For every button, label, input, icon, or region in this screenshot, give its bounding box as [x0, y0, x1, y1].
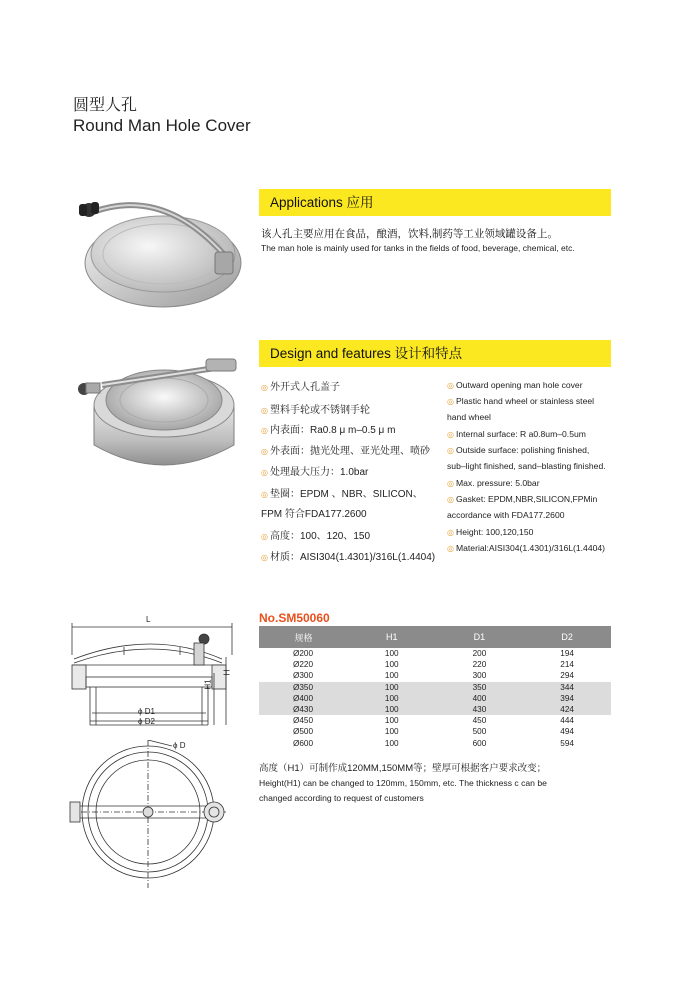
feature-cn-3: ◎ 内表面：Ra0.8 μ m–0.5 μ m [261, 425, 396, 436]
feature-cn-2: ◎ 塑料手轮或不锈钢手轮 [261, 405, 370, 416]
table-cell: 200 [472, 649, 487, 659]
bullet-icon: ◎ [261, 490, 268, 499]
table-cell: Ø350 [259, 682, 348, 693]
bullet-icon: ◎ [261, 532, 268, 541]
table-cell: 294 [560, 671, 574, 681]
feature-en-2: ◎ Plastic hand wheel or stainless steel [447, 396, 595, 406]
dimension-label-d2: ϕ D2 [138, 717, 155, 726]
table-cell: 100 [384, 649, 399, 659]
table-row [259, 648, 611, 659]
bullet-icon: ◎ [261, 426, 268, 435]
table-cell: 100 [384, 716, 399, 726]
table-header-cell: 规格 [259, 626, 348, 648]
bullet-icon: ◎ [447, 544, 454, 553]
note-en-line-1: Height(H1) can be changed to 120mm, 150mm, etc. The thickness c can be [259, 778, 547, 788]
table-cell: 600 [472, 738, 487, 748]
bullet-icon: ◎ [261, 468, 268, 477]
table-cell: 220 [472, 660, 487, 670]
table-cell: 594 [560, 738, 574, 748]
table-cell: 194 [560, 649, 574, 659]
feature-cn-7: ◎ 高度：100、120、150 [261, 531, 371, 542]
table-cell: Ø200 [293, 649, 314, 659]
feature-cn-4: ◎ 外表面：抛光处理、亚光处理、喷砂 [261, 446, 430, 457]
table-cell: 344 [523, 682, 611, 693]
table-row [259, 715, 611, 726]
technical-drawing-top [62, 740, 237, 890]
applications-heading: Applications 应用 [259, 189, 611, 216]
page-title-cn: 圆型人孔 [73, 97, 138, 114]
table-cell: 100 [348, 693, 436, 704]
table-cell: 100 [384, 738, 399, 748]
table-cell: 100 [384, 727, 399, 737]
spec-table [259, 626, 611, 749]
table-row [259, 693, 611, 704]
table-cell: 100 [348, 704, 436, 715]
feature-en-4: ◎ Outside surface: polishing finished, [447, 445, 590, 455]
table-cell: Ø300 [293, 671, 314, 681]
feature-en-5: ◎ Max. pressure: 5.0bar [447, 478, 540, 488]
bullet-icon: ◎ [447, 495, 454, 504]
dimension-label-h: H [222, 669, 232, 676]
note-cn: 高度（H1）可制作成120MM,150MM等；壁厚可根据客户要求改变； [259, 763, 547, 774]
feature-cn-1: ◎ 外开式人孔盖子 [261, 382, 340, 393]
table-cell: Ø400 [259, 693, 348, 704]
feature-en-7: ◎ Height: 100,120,150 [447, 527, 534, 537]
table-row [259, 670, 611, 681]
table-cell: 500 [472, 727, 487, 737]
table-row [259, 738, 611, 749]
feature-cn-6: ◎ 垫圈：EPDM 、NBR、SILICON、 [261, 489, 423, 500]
table-cell: 100 [384, 660, 399, 670]
applications-text-en: The man hole is mainly used for tanks in the fields of food, beverage, chemical, etc. [261, 243, 575, 253]
table-cell: 214 [560, 660, 574, 670]
feature-en-6: ◎ Gasket: EPDM,NBR,SILICON,FPMin [447, 494, 598, 504]
page-title-en: Round Man Hole Cover [73, 116, 251, 135]
table-cell: Ø430 [259, 704, 348, 715]
table-row [259, 682, 611, 693]
bullet-icon: ◎ [447, 528, 454, 537]
feature-en-1: ◎ Outward opening man hole cover [447, 380, 583, 390]
table-cell: 444 [560, 716, 574, 726]
table-cell: 100 [348, 682, 436, 693]
feature-en-3: ◎ Internal surface: R a0.8um–0.5um [447, 429, 586, 439]
feature-cn-6-cont: FPM 符合FDA177.2600 [261, 509, 367, 520]
table-cell: 430 [436, 704, 524, 715]
bullet-icon: ◎ [447, 397, 454, 406]
feature-en-6-cont: accordance with FDA177.2600 [447, 510, 565, 520]
note-en [259, 776, 619, 806]
table-cell: Ø600 [293, 738, 314, 748]
table-row [259, 704, 611, 715]
table-header-cell: H1 [348, 626, 436, 648]
feature-en-2-cont: hand wheel [447, 412, 491, 422]
table-cell: 350 [436, 682, 524, 693]
table-cell: 100 [384, 671, 399, 681]
table-cell: 494 [560, 727, 574, 737]
bullet-icon: ◎ [447, 430, 454, 439]
bullet-icon: ◎ [447, 446, 454, 455]
bullet-icon: ◎ [447, 479, 454, 488]
dimension-label-h1: H1 [203, 679, 213, 690]
dimension-label-d: ϕ D [173, 741, 186, 750]
feature-en-4-cont: sub–light finished, sand–blasting finished. [447, 461, 606, 471]
table-row [259, 726, 611, 737]
model-number: No.SM50060 [259, 611, 330, 625]
table-cell: Ø220 [293, 660, 314, 670]
dimension-label-l: L [146, 615, 151, 624]
table-cell: Ø500 [293, 727, 314, 737]
table-cell: 424 [523, 704, 611, 715]
feature-en-8: ◎ Material:AISI304(1.4301)/316L(1.4404) [447, 543, 606, 553]
feature-cn-8: ◎ 材质：AISI304(1.4301)/316L(1.4404) [261, 552, 436, 563]
table-row [259, 659, 611, 670]
table-cell: 450 [472, 716, 487, 726]
design-heading: Design and features 设计和特点 [259, 340, 611, 367]
applications-text-cn: 该人孔主要应用在食品，酿酒，饮料,制药等工业领域罐设备上。 [261, 228, 558, 240]
product-photo-cover-closed [75, 188, 245, 313]
table-cell: Ø450 [293, 716, 314, 726]
bullet-icon: ◎ [261, 383, 268, 392]
bullet-icon: ◎ [261, 553, 268, 562]
note-en-line-2: changed according to request of customers [259, 793, 424, 803]
bullet-icon: ◎ [261, 447, 268, 456]
feature-cn-5: ◎ 处理最大压力：1.0bar [261, 467, 369, 478]
table-header-cell: D2 [523, 626, 611, 648]
table-cell: 400 [436, 693, 524, 704]
bullet-icon: ◎ [447, 381, 454, 390]
table-cell: 394 [523, 693, 611, 704]
product-photo-cover-open [72, 345, 247, 480]
table-cell: 300 [472, 671, 487, 681]
dimension-label-d1: ϕ D1 [138, 707, 155, 716]
table-header-row [259, 626, 611, 648]
bullet-icon: ◎ [261, 406, 268, 415]
table-header-cell: D1 [436, 626, 524, 648]
